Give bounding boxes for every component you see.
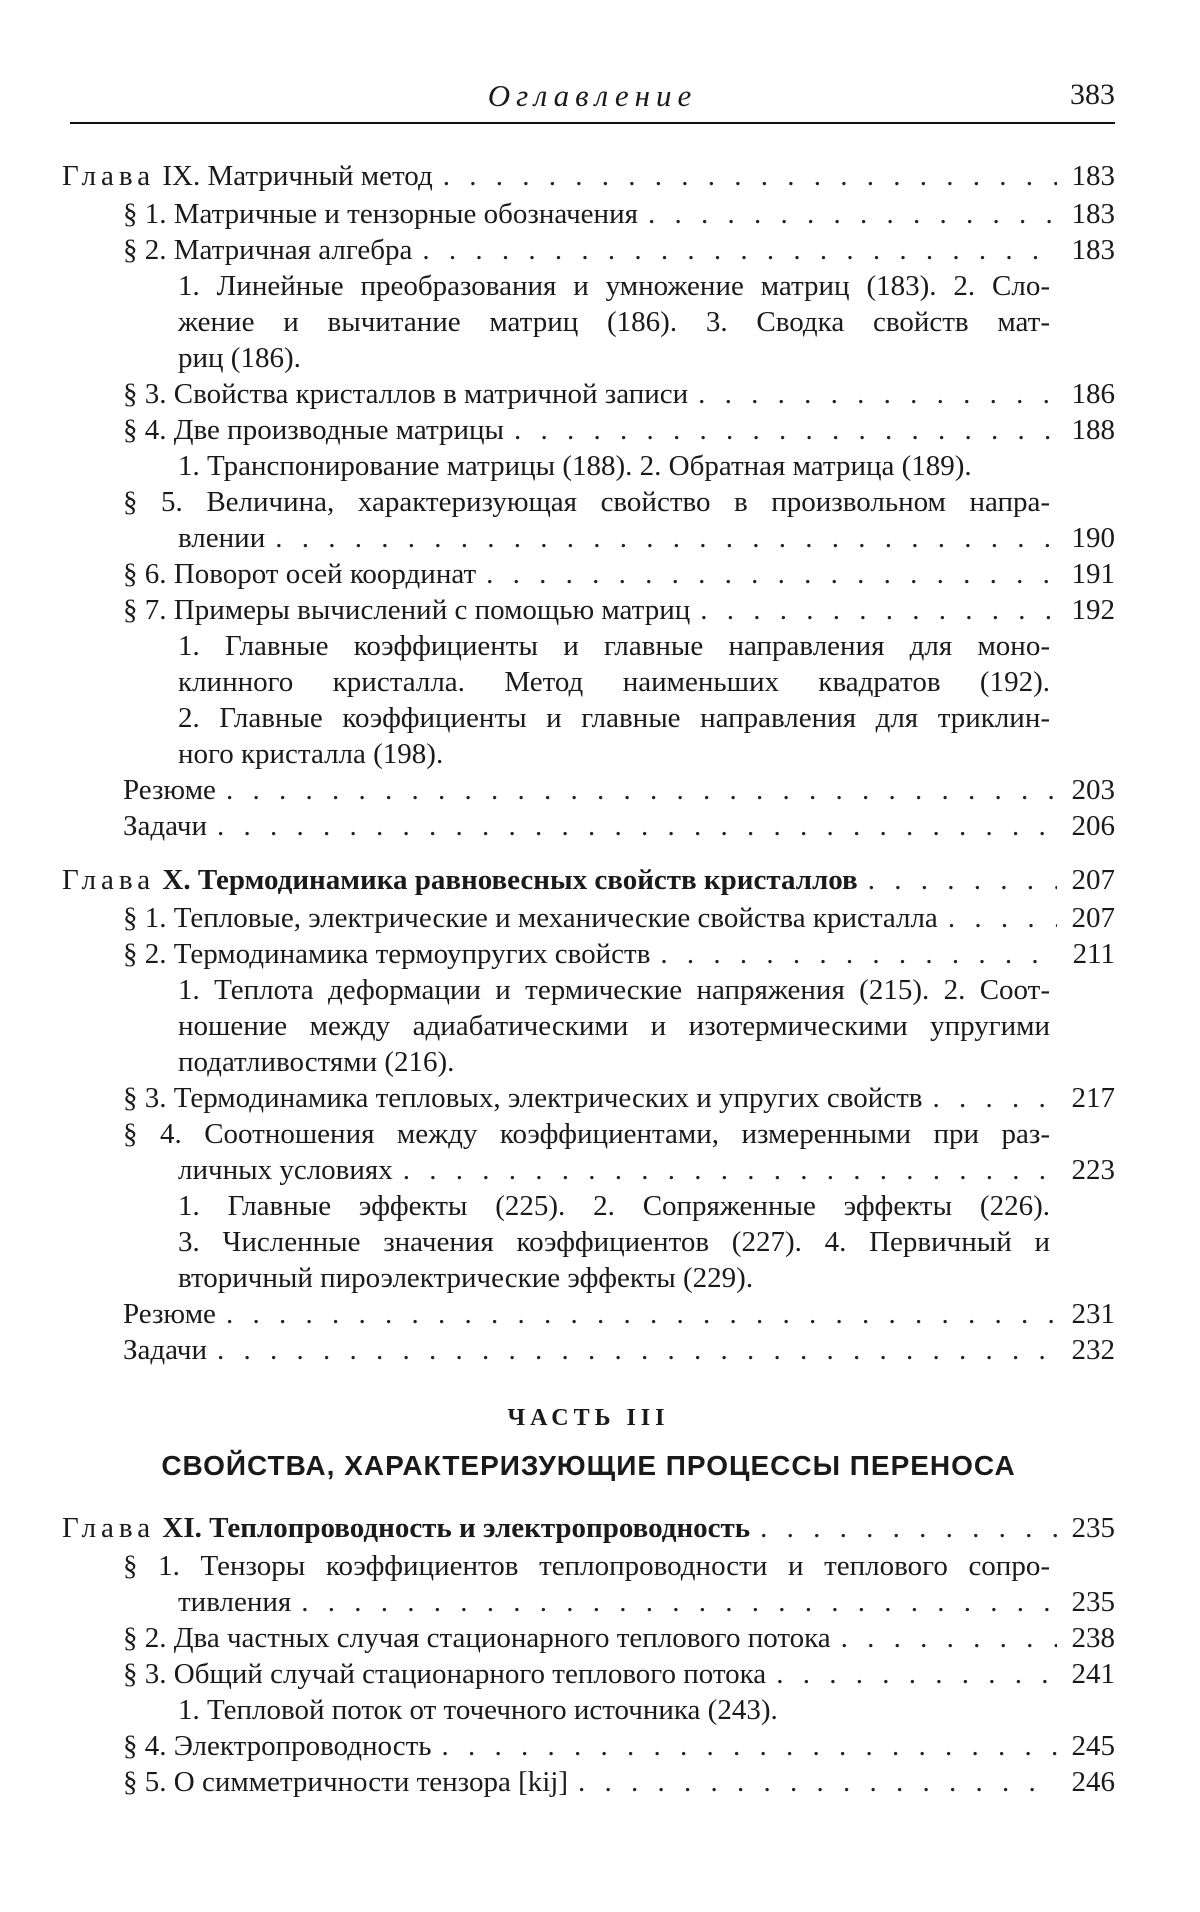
subsection-text: вторичный пироэлектрические эффекты (229).	[178, 1262, 754, 1294]
page-number: 235	[1071, 1586, 1115, 1618]
page-number: 223	[1071, 1154, 1115, 1186]
section-label: § 1. Тепловые, электрические и механические свойства кристалла	[123, 902, 938, 934]
page-number: 191	[1071, 558, 1115, 590]
page-number: 188	[1071, 414, 1115, 446]
subsection-text: ношение между адиабатическими и изотермическими упругими	[178, 1010, 1050, 1042]
problems-label: Задачи	[123, 1334, 207, 1366]
page-number: 207	[1071, 864, 1115, 896]
page-number: 192	[1071, 594, 1115, 626]
summary-entry	[123, 1296, 1115, 1332]
section-label: § 4. Две производные матрицы	[123, 414, 505, 446]
page-number: 235	[1071, 1512, 1115, 1544]
section-label: § 5. Величина, характеризующая свойство в произвольном напра-	[123, 486, 1050, 518]
section-entry	[123, 1656, 1115, 1692]
summary-label: Резюме	[123, 1298, 216, 1330]
page-number: 245	[1071, 1730, 1115, 1762]
page-number: 206	[1071, 810, 1115, 842]
section-entry	[123, 1620, 1115, 1656]
summary-label: Резюме	[123, 774, 216, 806]
subsection-text: податливостями (216).	[178, 1046, 455, 1078]
section-label: § 3. Термодинамика тепловых, электрических и упругих свойств	[123, 1082, 923, 1114]
running-title: Оглавление	[487, 78, 698, 113]
chapter-prefix: Глава	[62, 864, 156, 896]
subsection-text: 1. Главные коэффициенты и главные направления для моно-	[178, 630, 1050, 662]
section-entry	[178, 1152, 1115, 1188]
chapter-9-entry	[62, 158, 1115, 194]
section-entry	[123, 376, 1115, 412]
subsection-text: 2. Главные коэффициенты и главные направления для триклин-	[178, 702, 1050, 734]
section-label: § 2. Два частных случая стационарного теплового потока	[123, 1622, 831, 1654]
section-label: тивления	[178, 1586, 292, 1618]
chapter-11-entry	[62, 1510, 1115, 1546]
page-number: 217	[1071, 1082, 1115, 1114]
section-label: § 1. Тензоры коэффициентов теплопроводности и теплового сопро-	[123, 1550, 1050, 1582]
page-number: 246	[1071, 1766, 1115, 1798]
header-page-number: 383	[1070, 78, 1115, 111]
section-label: § 4. Соотношения между коэффициентами, измеренными при раз-	[123, 1118, 1050, 1150]
chapter-title: IX. Матричный метод	[162, 160, 433, 192]
section-label: § 3. Общий случай стационарного теплового потока	[123, 1658, 767, 1690]
subsection-text: жение и вычитание матриц (186). 3. Сводка свойств мат-	[178, 306, 1050, 338]
section-entry	[123, 900, 1115, 936]
page-number: 183	[1071, 198, 1115, 230]
section-entry	[123, 936, 1115, 972]
page-number: 183	[1071, 160, 1115, 192]
page-number: 203	[1071, 774, 1115, 806]
subsection-text: 1. Тепловой поток от точечного источника (243).	[178, 1694, 778, 1726]
subsection-text: 1. Главные эффекты (225). 2. Сопряженные эффекты (226).	[178, 1190, 1050, 1222]
chapter-title: XI. Теплопроводность и электропроводность	[162, 1512, 751, 1544]
page-number: 238	[1071, 1622, 1115, 1654]
subsection-text: клинного кристалла. Метод наименьших квадратов (192).	[178, 666, 1050, 698]
section-entry	[123, 196, 1115, 232]
chapter-10-entry	[62, 862, 1115, 898]
section-entry	[123, 1728, 1115, 1764]
page-number: 232	[1071, 1334, 1115, 1366]
subsection-text: 1. Транспонирование матрицы (188). 2. Обратная матрица (189).	[178, 450, 972, 482]
problems-entry	[123, 1332, 1115, 1368]
problems-entry	[123, 808, 1115, 844]
section-entry	[178, 520, 1115, 556]
section-label: § 3. Свойства кристаллов в матричной записи	[123, 378, 689, 410]
section-entry	[123, 592, 1115, 628]
subsection-text: ного кристалла (198).	[178, 738, 444, 770]
page-number: 207	[1071, 902, 1115, 934]
section-entry	[178, 1584, 1115, 1620]
page-number: 211	[1072, 938, 1115, 970]
page-number: 186	[1071, 378, 1115, 410]
subsection-text: 3. Численные значения коэффициентов (227). 4. Первичный и	[178, 1226, 1050, 1258]
section-entry	[123, 412, 1115, 448]
problems-label: Задачи	[123, 810, 207, 842]
page-number: 183	[1071, 234, 1115, 266]
section-label: § 4. Электропроводность	[123, 1730, 432, 1762]
running-header	[70, 76, 1115, 124]
section-label: личных условиях	[178, 1154, 393, 1186]
summary-entry	[123, 772, 1115, 808]
part-label: ЧАСТЬ III	[507, 1405, 670, 1431]
section-label: § 7. Примеры вычислений с помощью матриц	[123, 594, 691, 626]
section-label: § 5. О симметричности тензора [kij]	[123, 1766, 568, 1798]
section-entry	[123, 1080, 1115, 1116]
section-entry	[123, 1764, 1115, 1800]
section-label: влении	[178, 522, 266, 554]
page-number: 241	[1071, 1658, 1115, 1690]
section-label: § 6. Поворот осей координат	[123, 558, 477, 590]
section-entry	[123, 232, 1115, 268]
subsection-text: 1. Линейные преобразования и умножение матриц (183). 2. Сло-	[178, 270, 1050, 302]
chapter-prefix: Глава	[62, 1512, 156, 1544]
chapter-prefix: Глава	[62, 160, 156, 192]
subsection-text: 1. Теплота деформации и термические напряжения (215). 2. Соот-	[178, 974, 1050, 1006]
page-number: 231	[1071, 1298, 1115, 1330]
section-label: § 2. Матричная алгебра	[123, 234, 413, 266]
section-label: § 2. Термодинамика термоупругих свойств	[123, 938, 651, 970]
section-entry	[123, 556, 1115, 592]
part-title: СВОЙСТВА, ХАРАКТЕРИЗУЮЩИЕ ПРОЦЕССЫ ПЕРЕНОСА	[161, 1450, 1016, 1481]
subsection-text: риц (186).	[178, 342, 301, 374]
page-number: 190	[1071, 522, 1115, 554]
chapter-title: X. Термодинамика равновесных свойств кристаллов	[162, 864, 858, 896]
section-label: § 1. Матричные и тензорные обозначения	[123, 198, 638, 230]
